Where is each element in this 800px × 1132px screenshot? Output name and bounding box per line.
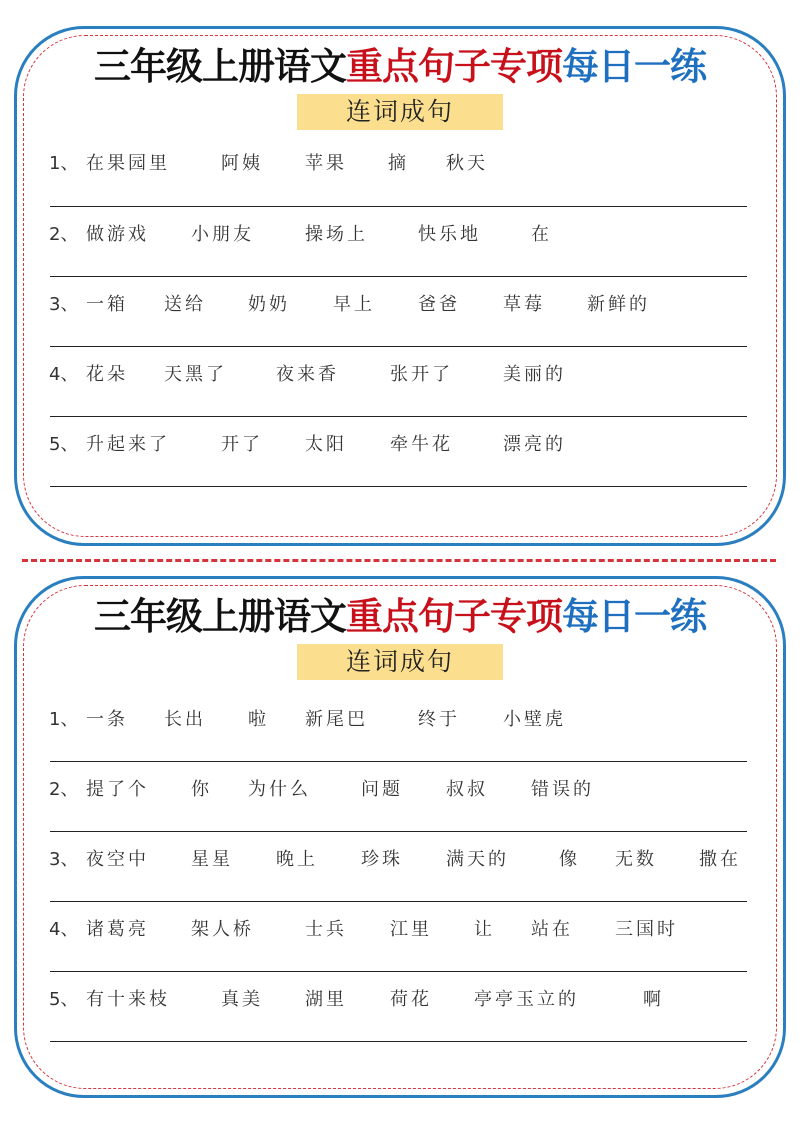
word-chip: 江里: [390, 919, 432, 940]
word-chip: 天黑了: [164, 364, 227, 385]
word-chip: 在果园里: [86, 153, 170, 174]
word-chip: 新鲜的: [587, 294, 650, 315]
word-chip: 提了个: [86, 779, 149, 800]
word-chip: 晚上: [276, 849, 318, 870]
word-chip: 有十来枝: [86, 989, 170, 1010]
question-number: 5、: [49, 989, 79, 1010]
word-chip: 为什么: [248, 779, 311, 800]
word-chip: 一箱: [86, 294, 128, 315]
answer-line[interactable]: [50, 761, 747, 762]
word-chip: 架人桥: [191, 919, 254, 940]
word-chip: 草莓: [503, 294, 545, 315]
word-chip: 珍珠: [361, 849, 403, 870]
word-chip: 秋天: [446, 153, 488, 174]
answer-line[interactable]: [50, 971, 747, 972]
word-chip: 摘: [388, 153, 409, 174]
word-chip: 小壁虎: [503, 709, 566, 730]
answer-line[interactable]: [50, 1041, 747, 1042]
word-chip: 撒在: [699, 849, 741, 870]
word-chip: 真美: [221, 989, 263, 1010]
answer-line[interactable]: [50, 486, 747, 487]
word-chip: 太阳: [305, 434, 347, 455]
word-chip: 士兵: [305, 919, 347, 940]
worksheet-card-bottom: [14, 576, 786, 1098]
word-chip: 爸爸: [418, 294, 460, 315]
worksheet-title: [17, 593, 783, 641]
answer-line[interactable]: [50, 901, 747, 902]
word-chip: 新尾巴: [305, 709, 368, 730]
word-chip: 无数: [615, 849, 657, 870]
worksheet-card-top: [14, 26, 786, 546]
word-chip: 在: [531, 224, 552, 245]
word-chip: 奶奶: [248, 294, 290, 315]
word-chip: 夜来香: [276, 364, 339, 385]
word-chip: 让: [474, 919, 495, 940]
question-number: 2、: [49, 779, 79, 800]
word-chip: 长出: [164, 709, 206, 730]
section-subtitle: 连词成句: [297, 94, 503, 130]
word-chip: 做游戏: [86, 224, 149, 245]
word-chip: 送给: [164, 294, 206, 315]
word-chip: 终于: [418, 709, 460, 730]
word-chip: 诸葛亮: [86, 919, 149, 940]
word-chip: 叔叔: [446, 779, 488, 800]
word-chip: 操场上: [305, 224, 368, 245]
question-number: 1、: [49, 153, 79, 174]
word-chip: 站在: [531, 919, 573, 940]
answer-line[interactable]: [50, 346, 747, 347]
word-chip: 小朋友: [191, 224, 254, 245]
question-number: 4、: [49, 919, 79, 940]
title-part-daily: 每日一练: [562, 45, 706, 88]
word-chip: 满天的: [446, 849, 509, 870]
word-chip: 一条: [86, 709, 128, 730]
word-chip: 荷花: [390, 989, 432, 1010]
answer-line[interactable]: [50, 206, 747, 207]
title-part-daily: 每日一练: [562, 595, 706, 638]
word-chip: 像: [559, 849, 580, 870]
title-part-grade: 三年级上册语文: [94, 45, 346, 88]
title-part-focus: 重点句子专项: [346, 45, 562, 88]
word-chip: 你: [191, 779, 212, 800]
word-chip: 早上: [333, 294, 375, 315]
word-chip: 苹果: [305, 153, 347, 174]
word-chip: 开了: [221, 434, 263, 455]
question-number: 3、: [49, 294, 79, 315]
word-chip: 湖里: [305, 989, 347, 1010]
word-chip: 张开了: [390, 364, 453, 385]
word-chip: 美丽的: [503, 364, 566, 385]
title-part-focus: 重点句子专项: [346, 595, 562, 638]
answer-line[interactable]: [50, 416, 747, 417]
word-chip: 问题: [361, 779, 403, 800]
word-chip: 升起来了: [86, 434, 170, 455]
word-chip: 快乐地: [418, 224, 481, 245]
word-chip: 啦: [248, 709, 269, 730]
word-chip: 亭亭玉立的: [474, 989, 579, 1010]
question-number: 4、: [49, 364, 79, 385]
answer-line[interactable]: [50, 276, 747, 277]
word-chip: 花朵: [86, 364, 128, 385]
word-chip: 漂亮的: [503, 434, 566, 455]
cut-line-separator: [22, 559, 776, 562]
word-chip: 啊: [643, 989, 664, 1010]
question-number: 3、: [49, 849, 79, 870]
answer-line[interactable]: [50, 831, 747, 832]
word-chip: 夜空中: [86, 849, 149, 870]
worksheet-title: [17, 43, 783, 91]
section-subtitle: 连词成句: [297, 644, 503, 680]
question-number: 1、: [49, 709, 79, 730]
word-chip: 阿姨: [221, 153, 263, 174]
word-chip: 牵牛花: [390, 434, 453, 455]
word-chip: 三国时: [615, 919, 678, 940]
title-part-grade: 三年级上册语文: [94, 595, 346, 638]
question-number: 2、: [49, 224, 79, 245]
question-number: 5、: [49, 434, 79, 455]
word-chip: 错误的: [531, 779, 594, 800]
word-chip: 星星: [191, 849, 233, 870]
